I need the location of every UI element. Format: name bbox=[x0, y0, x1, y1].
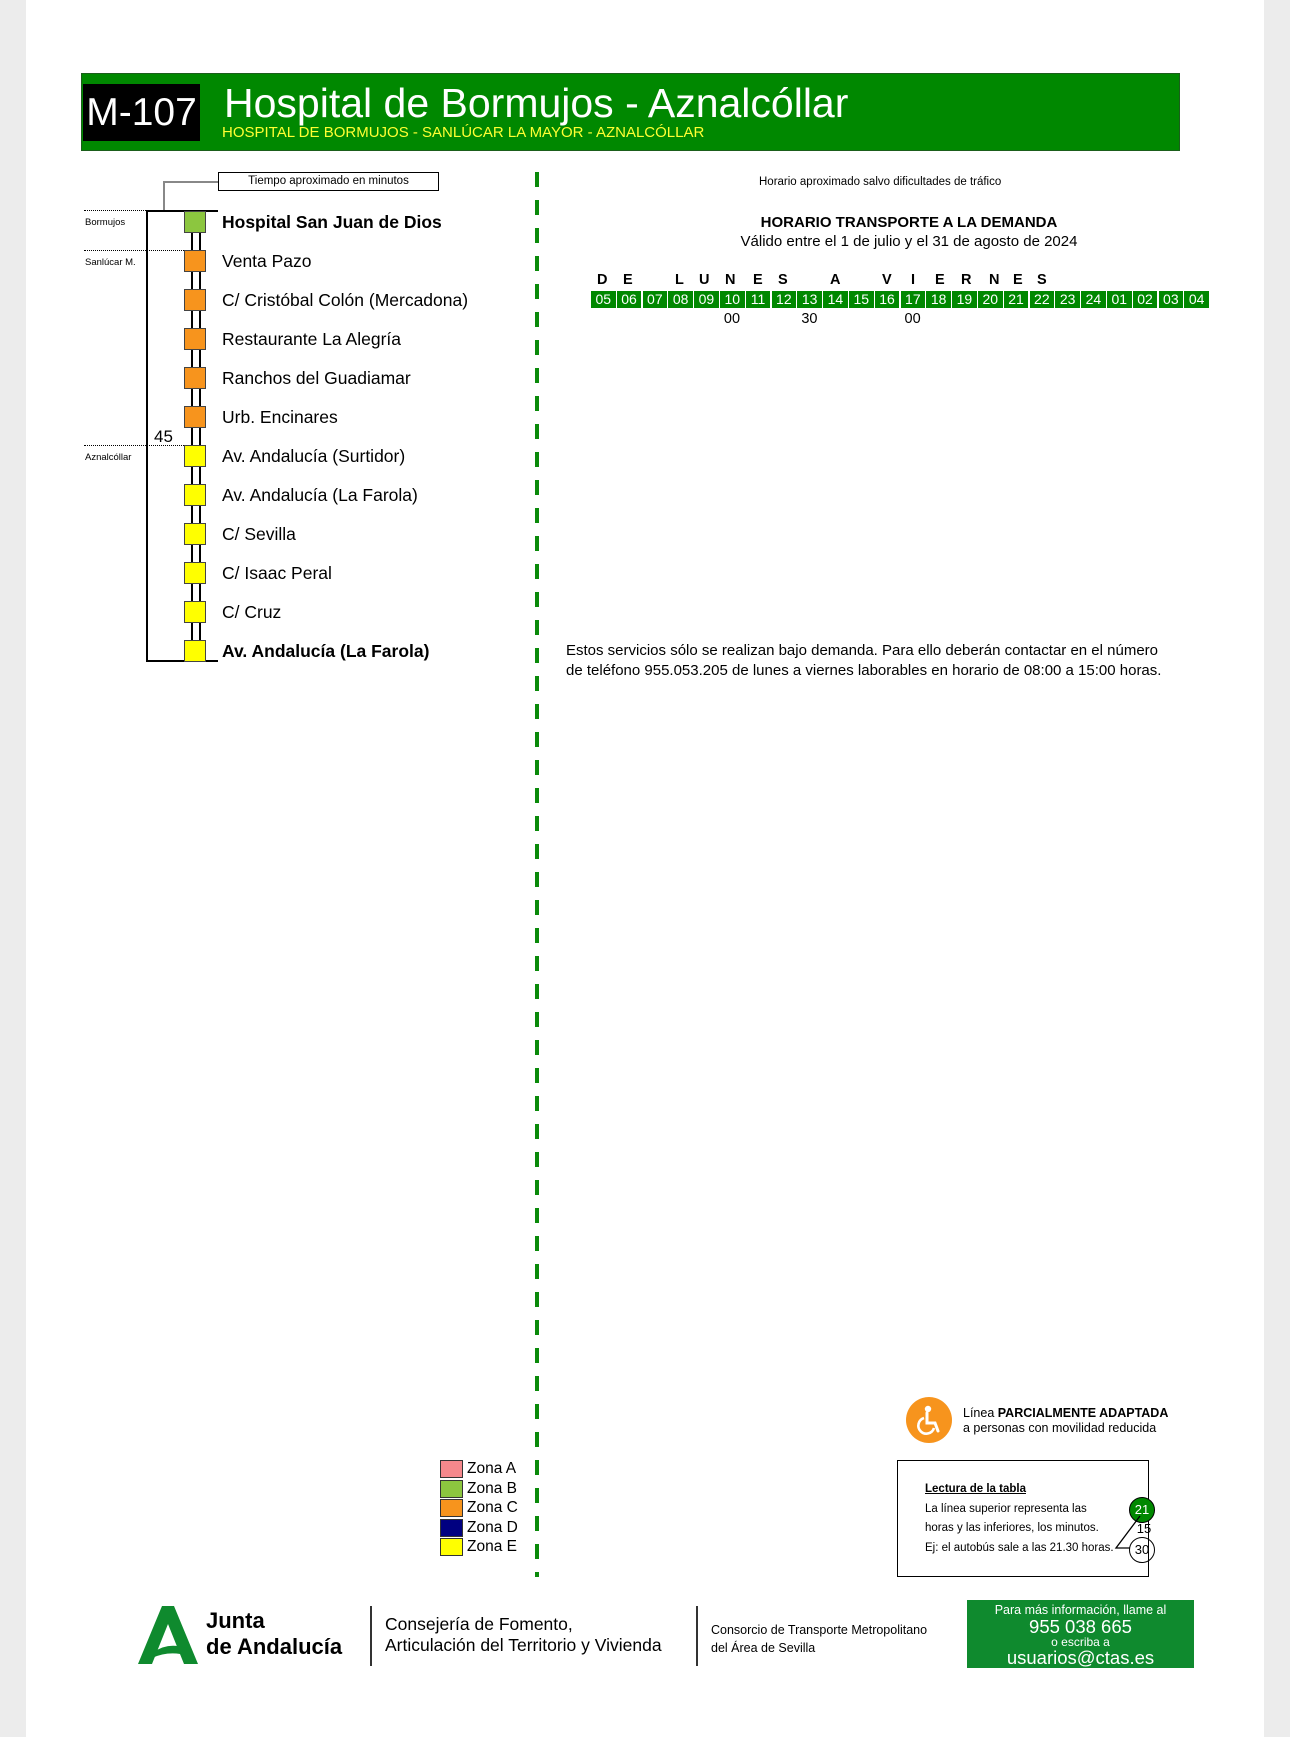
traffic-note: Horario aproximado salvo dificultades de tráfico bbox=[759, 176, 1002, 188]
zone-label-bormujos: Bormujos bbox=[85, 217, 126, 228]
days-letter: E bbox=[1013, 272, 1023, 288]
days-letter: S bbox=[1037, 272, 1047, 288]
hour-cell: 13 bbox=[797, 291, 822, 308]
hour-cell: 11 bbox=[746, 291, 771, 308]
hour-cell: 06 bbox=[617, 291, 642, 308]
zone-label: Zona B bbox=[467, 1479, 517, 1497]
days-letter: E bbox=[623, 272, 633, 288]
consejeria-line-2: Articulación del Territorio y Vivienda bbox=[385, 1635, 662, 1655]
hour-cell: 09 bbox=[694, 291, 719, 308]
zone-label: Zona D bbox=[467, 1518, 518, 1536]
footer-divider bbox=[370, 1606, 372, 1666]
hour-cell: 10 bbox=[720, 291, 745, 308]
minute-cell: 30 bbox=[801, 311, 818, 327]
zone-swatch bbox=[440, 1499, 463, 1517]
stop-marker bbox=[184, 289, 206, 311]
zone-swatch bbox=[440, 1519, 463, 1537]
stop-marker bbox=[184, 367, 206, 389]
hour-cell: 07 bbox=[643, 291, 668, 308]
accessibility-prefix: Línea bbox=[963, 1406, 998, 1420]
stop-name: Urb. Encinares bbox=[222, 407, 338, 427]
table-help-title: Lectura de la tabla bbox=[925, 1483, 1026, 1495]
hour-cell: 12 bbox=[772, 291, 797, 308]
route-subtitle: HOSPITAL DE BORMUJOS - SANLÚCAR LA MAYOR - AZNALCÓLLAR bbox=[222, 124, 705, 141]
route-title: Hospital de Bormujos - Aznalcóllar bbox=[224, 80, 849, 126]
stop-marker bbox=[184, 445, 206, 467]
table-help-line-1: La línea superior representa las bbox=[925, 1503, 1087, 1515]
stop-name: Av. Andalucía (La Farola) bbox=[222, 485, 418, 505]
stop-marker bbox=[184, 601, 206, 623]
consejeria-line-1: Consejería de Fomento, bbox=[385, 1614, 573, 1634]
timetable-page bbox=[26, 0, 1264, 1737]
accessibility-bold: PARCIALMENTE ADAPTADA bbox=[997, 1406, 1169, 1420]
hour-cell: 18 bbox=[926, 291, 951, 308]
example-minute-1: 15 bbox=[1136, 1521, 1152, 1536]
days-letter: U bbox=[699, 272, 710, 288]
junta-logo-icon bbox=[136, 1602, 200, 1666]
schedule-validity: Válido entre el 1 de julio y el 31 de agosto de 2024 bbox=[740, 233, 1078, 250]
time-label: Tiempo aproximado en minutos bbox=[218, 172, 439, 191]
consorcio-line-1: Consorcio de Transporte Metropolitano bbox=[711, 1623, 928, 1637]
days-letter: I bbox=[911, 272, 916, 288]
hour-cell: 08 bbox=[668, 291, 693, 308]
junta-line-1: Junta bbox=[206, 1608, 265, 1633]
hour-cell: 14 bbox=[823, 291, 848, 308]
accessibility-line-1 bbox=[963, 1406, 1168, 1420]
label-connector-vertical bbox=[163, 181, 165, 211]
stop-marker bbox=[184, 250, 206, 272]
stop-marker bbox=[184, 523, 206, 545]
zone-label-aznalcollar: Aznalcóllar bbox=[85, 452, 132, 463]
wheelchair-icon bbox=[906, 1397, 952, 1443]
zone-swatch bbox=[440, 1480, 463, 1498]
stop-name: Hospital San Juan de Dios bbox=[222, 212, 442, 232]
days-letter: V bbox=[882, 272, 892, 288]
example-hour: 21 bbox=[1129, 1497, 1155, 1523]
stop-marker bbox=[184, 484, 206, 506]
time-marker: 45 bbox=[154, 427, 173, 446]
hour-cell: 17 bbox=[901, 291, 926, 308]
consorcio-line-2: del Área de Sevilla bbox=[711, 1641, 816, 1655]
consorcio bbox=[711, 1621, 927, 1657]
contact-box bbox=[967, 1600, 1194, 1668]
minute-cell: 00 bbox=[904, 311, 921, 327]
days-letter: N bbox=[725, 272, 736, 288]
table-help-line-2: horas y las inferiores, los minutos. bbox=[925, 1522, 1099, 1534]
hour-cell: 03 bbox=[1159, 291, 1184, 308]
stop-name: C/ Isaac Peral bbox=[222, 563, 332, 583]
contact-phone[interactable]: 955 038 665 bbox=[1029, 1616, 1132, 1637]
contact-info-line: Para más información, llame al bbox=[994, 1603, 1167, 1617]
hour-cell: 19 bbox=[952, 291, 977, 308]
table-help-line-3: Ej: el autobús sale a las 21.30 horas. bbox=[925, 1542, 1114, 1554]
stop-name: C/ Cruz bbox=[222, 602, 282, 622]
contact-info-line-2: o escriba a bbox=[1051, 1635, 1110, 1649]
days-letter: R bbox=[961, 272, 972, 288]
hour-cell: 23 bbox=[1055, 291, 1080, 308]
route-frame-left bbox=[146, 210, 148, 662]
stop-marker bbox=[184, 640, 206, 662]
column-divider bbox=[535, 172, 539, 1577]
stop-name: Venta Pazo bbox=[222, 251, 312, 271]
hour-cell: 02 bbox=[1133, 291, 1158, 308]
days-letter: L bbox=[675, 272, 684, 288]
footer-divider bbox=[696, 1606, 698, 1666]
hour-cell: 16 bbox=[875, 291, 900, 308]
example-minute-2: 30 bbox=[1129, 1537, 1155, 1563]
stop-name: Restaurante La Alegría bbox=[222, 329, 402, 349]
stop-marker bbox=[184, 406, 206, 428]
route-rail-left bbox=[191, 222, 193, 650]
days-letter: A bbox=[830, 272, 841, 288]
days-letter: N bbox=[989, 272, 1000, 288]
route-frame-bottom bbox=[146, 660, 218, 662]
junta-line-2: de Andalucía bbox=[206, 1634, 343, 1659]
zone-swatch bbox=[440, 1460, 463, 1478]
label-connector bbox=[163, 181, 218, 183]
hour-cell: 22 bbox=[1030, 291, 1055, 308]
hour-cell: 15 bbox=[849, 291, 874, 308]
hour-cell: 20 bbox=[978, 291, 1003, 308]
contact-email[interactable]: usuarios@ctas.es bbox=[1006, 1647, 1155, 1668]
hour-cell: 05 bbox=[591, 291, 616, 308]
stop-name: Ranchos del Guadiamar bbox=[222, 368, 411, 388]
hour-cell: 04 bbox=[1184, 291, 1209, 308]
route-rail-right bbox=[199, 222, 201, 650]
stop-marker bbox=[184, 211, 206, 233]
route-code: M-107 bbox=[83, 84, 200, 141]
stop-name: C/ Sevilla bbox=[222, 524, 296, 544]
days-letter: E bbox=[753, 272, 763, 288]
days-letter: E bbox=[935, 272, 945, 288]
stop-name: Av. Andalucía (La Farola) bbox=[222, 641, 430, 661]
days-letter: D bbox=[597, 272, 608, 288]
stop-marker bbox=[184, 328, 206, 350]
schedule-heading: HORARIO TRANSPORTE A LA DEMANDA bbox=[760, 214, 1058, 231]
example-pointer bbox=[1112, 1512, 1142, 1552]
zone-label: Zona E bbox=[467, 1538, 517, 1555]
zone-label-sanlucar: Sanlúcar M. bbox=[85, 257, 136, 268]
days-letter: S bbox=[778, 272, 788, 288]
hour-cell: 24 bbox=[1081, 291, 1106, 308]
zone-label: Zona A bbox=[467, 1460, 517, 1477]
hour-cell: 01 bbox=[1107, 291, 1132, 308]
demand-notice: Estos servicios sólo se realizan bajo demanda. Para ello deberán contactar en el número de teléfono 955.053.205 de lunes a viernes laborables en horario de 08:00 a 15:00 horas. bbox=[566, 642, 1162, 679]
consejeria bbox=[385, 1614, 662, 1656]
zone-label: Zona C bbox=[467, 1499, 518, 1516]
stop-marker bbox=[184, 562, 206, 584]
stop-name: C/ Cristóbal Colón (Mercadona) bbox=[222, 290, 469, 310]
minute-cell: 00 bbox=[723, 311, 741, 327]
junta-name bbox=[206, 1608, 342, 1660]
stop-name: Av. Andalucía (Surtidor) bbox=[222, 446, 406, 466]
zone-swatch bbox=[440, 1538, 463, 1556]
hour-cell: 21 bbox=[1004, 291, 1029, 308]
accessibility-line-2: a personas con movilidad reducida bbox=[963, 1421, 1157, 1435]
